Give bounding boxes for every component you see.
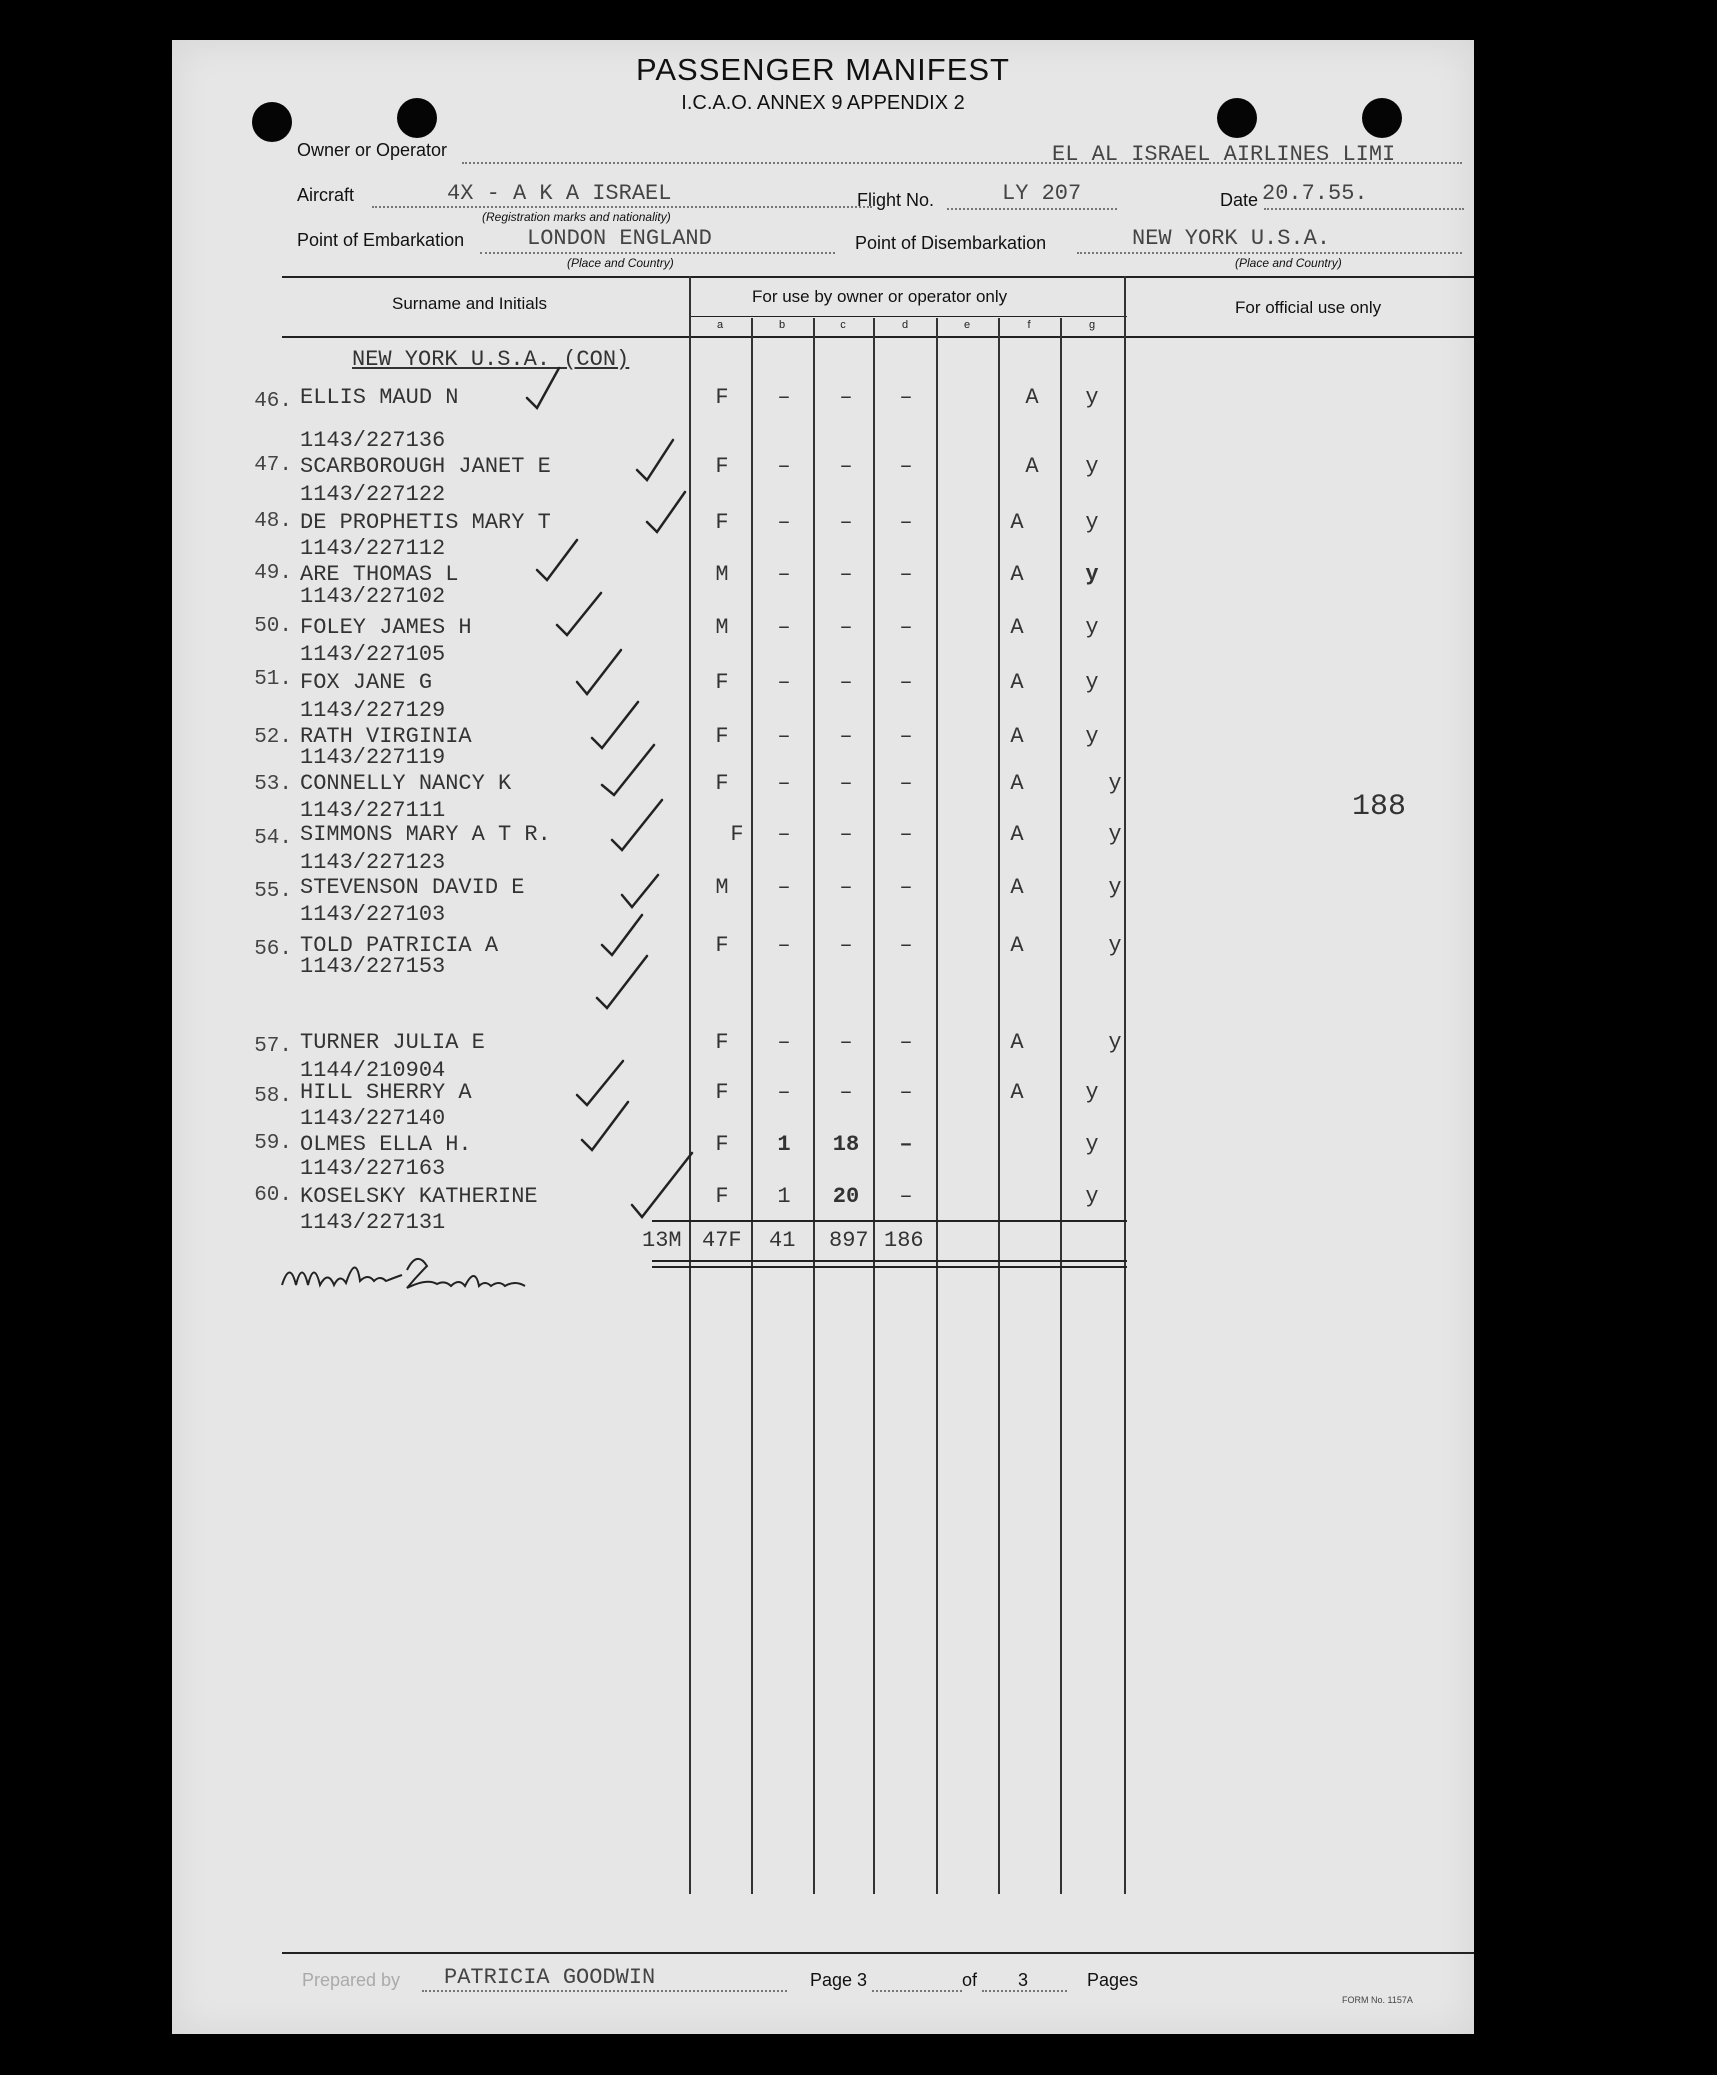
passenger-name: ARE THOMAS L [300, 562, 459, 587]
cell-g: y [1085, 1080, 1099, 1105]
cell-b: – [777, 1080, 791, 1105]
section-heading: NEW YORK U.S.A. (CON) [352, 347, 630, 372]
total-male: 13M [642, 1228, 682, 1253]
row-number: 47. [254, 454, 292, 477]
signature [277, 1240, 617, 1310]
passenger-name: FOLEY JAMES H [300, 615, 472, 640]
ticket-number: 1143/227129 [300, 698, 446, 723]
total-d: 186 [884, 1228, 924, 1253]
embarkation-note: (Place and Country) [567, 256, 674, 270]
cell-g: y [1108, 771, 1122, 796]
table-header-rule [282, 336, 1474, 338]
footer-rule [282, 1952, 1474, 1954]
flight-label: Flight No. [857, 190, 935, 210]
official-number: 188 [1352, 790, 1407, 824]
totals-bottom-rule-1 [652, 1260, 1127, 1262]
embarkation-value: LONDON ENGLAND [527, 226, 712, 251]
passenger-name: ELLIS MAUD N [300, 385, 459, 410]
of-value: 3 [1018, 1970, 1029, 1990]
cell-g: y [1085, 724, 1099, 749]
letters-rule [689, 316, 1127, 317]
cell-d: – [899, 385, 913, 410]
cell-d: – [899, 562, 913, 587]
page-title: PASSENGER MANIFEST [636, 52, 1010, 87]
prepared-by-line [422, 1990, 787, 1992]
row-number: 58. [254, 1085, 292, 1108]
row-number: 57. [254, 1035, 292, 1058]
cell-a: F [715, 510, 729, 535]
passenger-name: SCARBOROUGH JANET E [300, 454, 551, 479]
ticket-number: 1143/227163 [300, 1156, 446, 1181]
cell-b: – [777, 615, 791, 640]
cell-d: – [899, 670, 913, 695]
aircraft-label: Aircraft [297, 185, 355, 205]
manifest-sheet [172, 40, 1474, 2034]
disembarkation-line [1077, 252, 1462, 254]
page-line [872, 1990, 962, 1992]
ticket-number: 1143/227123 [300, 850, 446, 875]
ticket-number: 1143/227102 [300, 584, 446, 609]
cell-b: – [777, 454, 791, 479]
of-label: of [962, 1970, 978, 1990]
cell-b: 1 [777, 1132, 791, 1157]
cell-d: – [899, 510, 913, 535]
cell-g: y [1108, 933, 1122, 958]
row-number: 49. [254, 562, 292, 585]
cell-d: – [899, 822, 913, 847]
col-letter-f: f [1027, 319, 1031, 331]
cell-g: y [1085, 385, 1099, 410]
cell-b: 1 [777, 1184, 791, 1209]
totals-bottom-rule-2 [652, 1266, 1127, 1268]
cell-a: F [715, 1030, 729, 1055]
ticket-number: 1143/227153 [300, 954, 446, 979]
disembarkation-note: (Place and Country) [1235, 256, 1342, 270]
cell-d: – [899, 724, 913, 749]
cell-a: F [715, 771, 729, 796]
ticket-number: 1143/227119 [300, 745, 446, 770]
cell-b: – [777, 562, 791, 587]
cell-a: F [715, 385, 729, 410]
cell-a: M [715, 615, 729, 640]
prepared-by-label: Prepared by [302, 1970, 401, 1990]
col-rule-f [998, 318, 1000, 1894]
cell-b: – [777, 771, 791, 796]
passenger-name: TURNER JULIA E [300, 1030, 485, 1055]
cell-c: 18 [832, 1132, 860, 1157]
cell-b: – [777, 510, 791, 535]
cell-f: A [1010, 933, 1024, 958]
passenger-name: SIMMONS MARY A T R. [300, 822, 551, 847]
owner-value: EL AL ISRAEL AIRLINES LIMI [1052, 142, 1396, 167]
col-letter-c: c [840, 319, 846, 331]
col-rule-g [1060, 318, 1062, 1894]
passenger-name: HILL SHERRY A [300, 1080, 472, 1105]
row-number: 54. [254, 827, 292, 850]
flight-value: LY 207 [1002, 181, 1082, 206]
col-letter-d: d [901, 319, 909, 331]
ticket-number: 1143/227131 [300, 1210, 446, 1235]
cell-d: – [899, 615, 913, 640]
cell-b: – [777, 875, 791, 900]
cell-a: F [715, 724, 729, 749]
passenger-name: OLMES ELLA H. [300, 1132, 472, 1157]
cell-d: – [899, 1030, 913, 1055]
cell-b: – [777, 822, 791, 847]
cell-f: A [1025, 454, 1039, 479]
cell-g: y [1085, 670, 1099, 695]
cell-c: – [839, 510, 853, 535]
cell-c: – [839, 933, 853, 958]
col-rule-official [1124, 276, 1126, 1894]
cell-g: y [1085, 454, 1099, 479]
cell-a: M [715, 562, 729, 587]
cell-c: – [839, 562, 853, 587]
cell-b: – [777, 933, 791, 958]
row-number: 55. [254, 880, 292, 903]
row-number: 52. [254, 726, 292, 749]
cell-f: A [1010, 724, 1024, 749]
cell-g: y [1085, 562, 1099, 587]
cell-f: A [1010, 771, 1024, 796]
cell-a: F [730, 822, 744, 847]
cell-c: – [839, 771, 853, 796]
passenger-name: RATH VIRGINIA [300, 724, 472, 749]
col-rule-d [873, 318, 875, 1894]
col-letter-b: b [778, 319, 786, 331]
owner-column-header: For use by owner or operator only [752, 287, 1008, 306]
date-label: Date [1220, 190, 1259, 210]
total-c: 897 [829, 1228, 869, 1253]
passenger-name: KOSELSKY KATHERINE [300, 1184, 538, 1209]
page-subtitle: I.C.A.O. ANNEX 9 APPENDIX 2 [681, 92, 965, 114]
cell-c: – [839, 875, 853, 900]
cell-d: – [899, 1080, 913, 1105]
form-number: FORM No. 1157A [1342, 1995, 1413, 2005]
pages-label: Pages [1087, 1970, 1139, 1990]
date-value: 20.7.55. [1262, 181, 1368, 206]
cell-b: – [777, 1030, 791, 1055]
row-number: 46. [254, 390, 292, 413]
col-rule-e [936, 318, 938, 1894]
cell-a: F [715, 1080, 729, 1105]
cell-g: y [1108, 1030, 1122, 1055]
row-number: 50. [254, 615, 292, 638]
embarkation-label: Point of Embarkation [297, 230, 465, 250]
passenger-name: CONNELLY NANCY K [300, 771, 512, 796]
owner-label: Owner or Operator [297, 140, 448, 160]
cell-d: – [899, 933, 913, 958]
cell-c: – [839, 615, 853, 640]
cell-d: – [899, 771, 913, 796]
cell-b: – [777, 670, 791, 695]
passenger-name: DE PROPHETIS MARY T [300, 510, 551, 535]
page-label: Page [810, 1970, 853, 1990]
total-a: 47F [702, 1228, 742, 1253]
row-number: 60. [254, 1184, 292, 1207]
ticket-number: 1143/227122 [300, 482, 446, 507]
disembarkation-label: Point of Disembarkation [855, 233, 1047, 253]
cell-f: A [1010, 1030, 1024, 1055]
cell-c: – [839, 1080, 853, 1105]
cell-a: M [715, 875, 729, 900]
row-number: 56. [254, 938, 292, 961]
cell-c: – [839, 670, 853, 695]
cell-g: y [1108, 822, 1122, 847]
cell-f: A [1010, 1080, 1024, 1105]
cell-g: y [1108, 875, 1122, 900]
col-letter-g: g [1088, 319, 1096, 331]
col-rule-a [689, 276, 691, 1894]
passenger-name: FOX JANE G [300, 670, 433, 695]
cell-f: A [1010, 562, 1024, 587]
aircraft-value: 4X - A K A ISRAEL [447, 181, 672, 206]
col-letter-e: e [963, 319, 971, 331]
cell-f: A [1010, 510, 1024, 535]
cell-c: – [839, 822, 853, 847]
col-rule-c [813, 318, 815, 1894]
ticket-number: 1144/210904 [300, 1058, 446, 1083]
cell-f: A [1010, 822, 1024, 847]
passenger-name: TOLD PATRICIA A [300, 933, 499, 958]
cell-g: y [1085, 1132, 1099, 1157]
cell-a: F [715, 454, 729, 479]
passenger-name: STEVENSON DAVID E [300, 875, 525, 900]
embarkation-line [480, 252, 835, 254]
cell-c: – [839, 724, 853, 749]
cell-g: y [1085, 615, 1099, 640]
ticket-number: 1143/227105 [300, 642, 446, 667]
cell-a: F [715, 933, 729, 958]
cell-c: 20 [832, 1184, 860, 1209]
cell-f: A [1010, 875, 1024, 900]
cell-d: – [899, 875, 913, 900]
disembarkation-value: NEW YORK U.S.A. [1132, 226, 1331, 251]
ticket-number: 1143/227136 [300, 428, 446, 453]
official-column-header: For official use only [1235, 298, 1382, 317]
cell-d: – [899, 1132, 913, 1157]
date-line [1264, 208, 1464, 210]
aircraft-line [372, 206, 872, 208]
cell-b: – [777, 724, 791, 749]
page-value: 3 [857, 1970, 868, 1990]
cell-d: – [899, 1184, 913, 1209]
ticket-number: 1143/227111 [300, 798, 446, 823]
cell-f: A [1025, 385, 1039, 410]
row-number: 53. [254, 773, 292, 796]
cell-a: F [715, 1132, 729, 1157]
cell-f: A [1010, 670, 1024, 695]
of-line [982, 1990, 1067, 1992]
table-top-rule [282, 276, 1474, 278]
ticket-number: 1143/227140 [300, 1106, 446, 1131]
cell-a: F [715, 670, 729, 695]
cell-c: – [839, 1030, 853, 1055]
registration-note: (Registration marks and nationality) [482, 210, 671, 224]
cell-g: y [1085, 510, 1099, 535]
cell-g: y [1085, 1184, 1099, 1209]
cell-a: F [715, 1184, 729, 1209]
ticket-number: 1143/227103 [300, 902, 446, 927]
row-number: 51. [254, 668, 292, 691]
col-rule-b [751, 318, 753, 1894]
row-number: 59. [254, 1132, 292, 1155]
row-number: 48. [254, 510, 292, 533]
cell-c: – [839, 454, 853, 479]
surname-column-header: Surname and Initials [392, 294, 547, 313]
cell-d: – [899, 454, 913, 479]
col-letter-a: a [716, 319, 724, 331]
totals-top-rule [652, 1220, 1127, 1222]
ticket-number: 1143/227112 [300, 536, 446, 561]
prepared-by-value: PATRICIA GOODWIN [444, 1965, 656, 1990]
cell-f: A [1010, 615, 1024, 640]
cell-c: – [839, 385, 853, 410]
flight-line [947, 208, 1117, 210]
cell-b: – [777, 385, 791, 410]
total-b: 41 [769, 1228, 796, 1253]
